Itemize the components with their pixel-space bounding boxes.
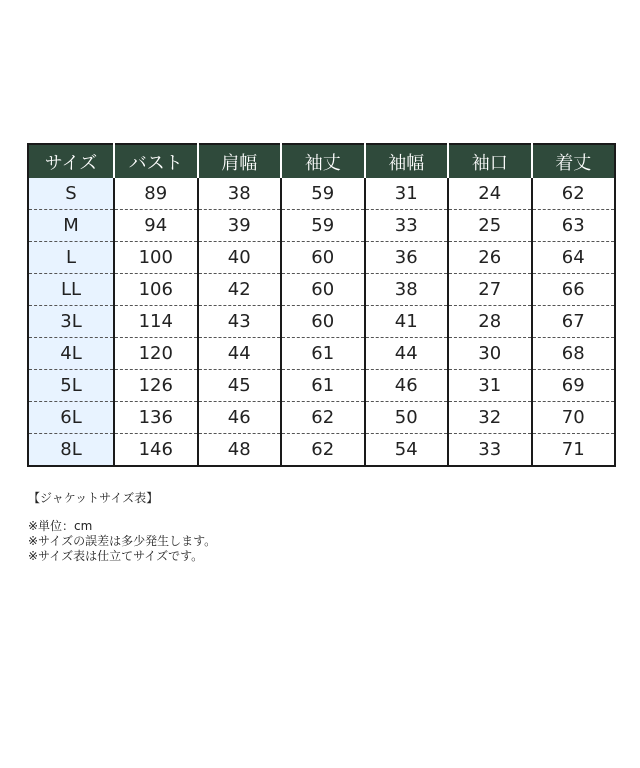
note-tailoring: ※サイズ表は仕立てサイズです。 [28, 549, 204, 563]
table-row [28, 402, 615, 434]
table-cell: 62 [281, 434, 365, 467]
table-cell: 61 [281, 370, 365, 402]
table-cell: 106 [114, 274, 198, 306]
table-cell: 70 [532, 402, 616, 434]
table-cell: 28 [448, 306, 532, 338]
header-cuff: 袖口 [448, 144, 532, 178]
table-cell: 59 [281, 178, 365, 210]
header-size: サイズ [28, 144, 114, 178]
table-cell: 67 [532, 306, 616, 338]
size-cell: M [28, 210, 114, 242]
table-cell: 36 [365, 242, 449, 274]
table-cell: 114 [114, 306, 198, 338]
table-cell: 120 [114, 338, 198, 370]
table-cell: 31 [448, 370, 532, 402]
table-cell: 43 [198, 306, 282, 338]
table-cell: 100 [114, 242, 198, 274]
table-cell: 60 [281, 274, 365, 306]
header-total-length: 着丈 [532, 144, 616, 178]
table-row [28, 370, 615, 402]
table-row [28, 434, 615, 467]
table-cell: 60 [281, 306, 365, 338]
size-cell: LL [28, 274, 114, 306]
note-tolerance: ※サイズの誤差は多少発生します。 [28, 534, 217, 548]
table-row [28, 178, 615, 210]
table-cell: 69 [532, 370, 616, 402]
size-cell: 5L [28, 370, 114, 402]
table-cell: 66 [532, 274, 616, 306]
table-cell: 24 [448, 178, 532, 210]
header-shoulder-width: 肩幅 [198, 144, 282, 178]
table-cell: 59 [281, 210, 365, 242]
size-cell: S [28, 178, 114, 210]
table-cell: 60 [281, 242, 365, 274]
table-cell: 61 [281, 338, 365, 370]
table-cell: 31 [365, 178, 449, 210]
table-cell: 46 [365, 370, 449, 402]
table-cell: 62 [281, 402, 365, 434]
header-sleeve-length: 袖丈 [281, 144, 365, 178]
table-cell: 40 [198, 242, 282, 274]
table-cell: 38 [198, 178, 282, 210]
table-row [28, 338, 615, 370]
table-cell: 63 [532, 210, 616, 242]
table-cell: 26 [448, 242, 532, 274]
table-caption: 【ジャケットサイズ表】 [28, 491, 159, 505]
table-cell: 41 [365, 306, 449, 338]
table-row [28, 210, 615, 242]
table-cell: 68 [532, 338, 616, 370]
table-cell: 54 [365, 434, 449, 467]
size-cell: L [28, 242, 114, 274]
table-cell: 39 [198, 210, 282, 242]
table-cell: 30 [448, 338, 532, 370]
table-cell: 126 [114, 370, 198, 402]
table-cell: 136 [114, 402, 198, 434]
header-sleeve-width: 袖幅 [365, 144, 449, 178]
table-cell: 38 [365, 274, 449, 306]
table-cell: 89 [114, 178, 198, 210]
table-cell: 45 [198, 370, 282, 402]
table-cell: 62 [532, 178, 616, 210]
size-cell: 6L [28, 402, 114, 434]
header-bust: バスト [114, 144, 198, 178]
table-body [28, 178, 615, 466]
table-cell: 48 [198, 434, 282, 467]
note-list [28, 519, 216, 564]
note-unit: ※単位：cm [28, 519, 93, 533]
table-cell: 94 [114, 210, 198, 242]
table-row [28, 242, 615, 274]
table-cell: 42 [198, 274, 282, 306]
size-cell: 4L [28, 338, 114, 370]
size-cell: 8L [28, 434, 114, 467]
table-cell: 46 [198, 402, 282, 434]
table-cell: 71 [532, 434, 616, 467]
table-cell: 50 [365, 402, 449, 434]
table-cell: 25 [448, 210, 532, 242]
size-table [27, 143, 616, 467]
table-row [28, 306, 615, 338]
table-header-row [28, 144, 615, 178]
table-cell: 32 [448, 402, 532, 434]
table-cell: 64 [532, 242, 616, 274]
table-cell: 146 [114, 434, 198, 467]
table-cell: 27 [448, 274, 532, 306]
table-cell: 33 [365, 210, 449, 242]
table-cell: 44 [198, 338, 282, 370]
table-row [28, 274, 615, 306]
size-cell: 3L [28, 306, 114, 338]
table-cell: 33 [448, 434, 532, 467]
table-cell: 44 [365, 338, 449, 370]
